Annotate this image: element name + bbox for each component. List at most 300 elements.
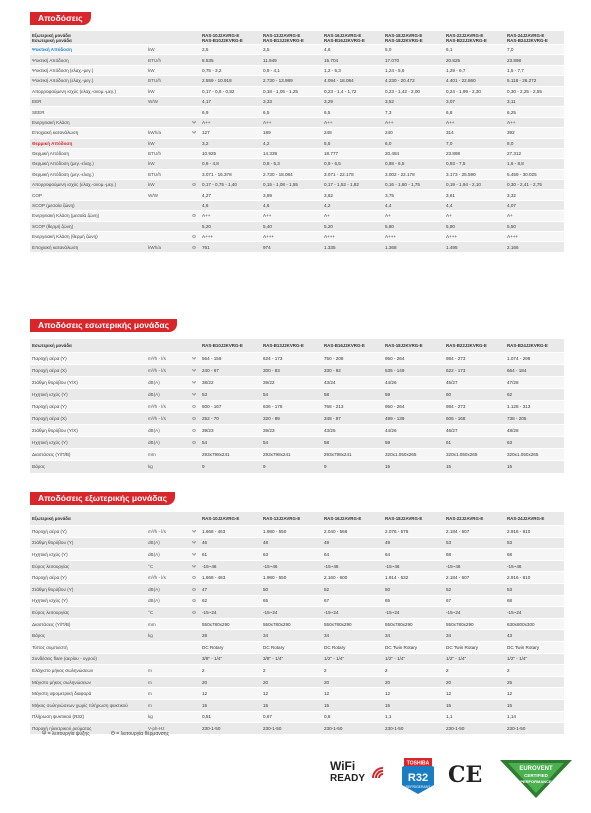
- row-unit: [146, 107, 188, 117]
- cell-value: 2: [444, 665, 505, 677]
- table-row: [30, 607, 564, 619]
- wifi-icon: [370, 762, 392, 784]
- row-label: Ψυκτική Απόδοση (ελαχ.-μεγ.): [30, 76, 146, 86]
- cell-value: 50: [383, 583, 444, 595]
- mode-symbol: Θ: [188, 242, 200, 252]
- cell-value: 58: [322, 389, 383, 401]
- header-line: RAS-B22J2KVRG-E: [446, 37, 487, 43]
- row-label: Ηχητική ισχύς (Υ): [30, 549, 146, 561]
- row-unit: dB(A): [146, 595, 188, 607]
- row-unit: [146, 211, 188, 221]
- cell-value: 20: [322, 676, 383, 688]
- cell-value: A++: [383, 117, 444, 127]
- cell-value: A+++: [200, 232, 261, 242]
- row-label: Βάρος: [30, 461, 146, 473]
- row-unit: BTU/h: [146, 55, 188, 65]
- header-blank: [146, 512, 188, 526]
- cell-value: 1/2" - 1/4": [383, 653, 444, 665]
- cell-value: 1,14: [505, 711, 564, 723]
- mode-symbol: [188, 723, 200, 735]
- mode-symbol: [188, 618, 200, 630]
- cell-value: 293x798x241: [200, 449, 261, 461]
- mode-symbol: [188, 699, 200, 711]
- cell-value: 3,61: [444, 190, 505, 200]
- cell-value: A+: [383, 211, 444, 221]
- cell-value: -15~46: [200, 560, 261, 572]
- cell-value: A++: [200, 211, 261, 221]
- header-blank: [188, 31, 200, 45]
- legend-cooling: Ψ = λειτουργία ψύξης: [42, 731, 90, 737]
- cell-value: 62: [505, 389, 564, 401]
- r32-sub-text: REFRIGERANT: [405, 785, 431, 789]
- mode-symbol: Θ: [188, 180, 200, 190]
- wifi-ready-text-2: READY: [330, 773, 366, 784]
- cell-value: 550x780x290: [261, 618, 322, 630]
- table-row: [30, 618, 564, 630]
- cell-value: 3,89: [261, 190, 322, 200]
- cell-value: 2,5: [200, 45, 261, 55]
- cell-value: 4,17: [200, 96, 261, 106]
- header-model: [261, 512, 322, 526]
- table-row: [30, 353, 564, 365]
- table-row: [30, 211, 564, 221]
- cell-value: 2.184 - 607: [444, 526, 505, 538]
- cell-value: 3,62: [322, 190, 383, 200]
- mode-symbol: Θ: [188, 401, 200, 413]
- table-row: [30, 711, 564, 723]
- row-unit: kW: [146, 138, 188, 148]
- table-row: [30, 526, 564, 538]
- cell-value: 68: [505, 549, 564, 561]
- cell-value: 622 - 173: [444, 365, 505, 377]
- cell-value: -15~46: [383, 560, 444, 572]
- cell-value: 20.484: [383, 148, 444, 158]
- cell-value: 4,27: [200, 190, 261, 200]
- cell-value: 1.914 - 532: [383, 572, 444, 584]
- cell-value: 8.535: [200, 55, 261, 65]
- cell-value: 53: [505, 583, 564, 595]
- cell-value: 34: [444, 630, 505, 642]
- table-row: [30, 148, 564, 158]
- cell-value: 4,2: [261, 138, 322, 148]
- cell-value: 2.916 - 810: [505, 572, 564, 584]
- cell-value: 0,67: [261, 711, 322, 723]
- cell-value: 14.339: [261, 148, 322, 158]
- cell-value: 54: [261, 437, 322, 449]
- header-line: RAS-10J2AVRG-E: [202, 516, 240, 521]
- cell-value: 2.184 - 607: [444, 572, 505, 584]
- cell-value: 0,75 - 3,2: [200, 65, 261, 75]
- cell-value: 39/22: [261, 377, 322, 389]
- mode-symbol: [188, 76, 200, 86]
- cell-value: 348 - 97: [322, 413, 383, 425]
- cell-value: 4,07: [505, 200, 564, 210]
- cell-value: 59: [383, 389, 444, 401]
- table-row: [30, 688, 564, 700]
- cell-value: 4,6: [200, 200, 261, 210]
- row-unit: kW: [146, 45, 188, 55]
- mode-symbol: [188, 138, 200, 148]
- mode-symbol: [188, 688, 200, 700]
- cell-value: 0,8 - 4,1: [261, 65, 322, 75]
- cell-value: -15~24: [383, 607, 444, 619]
- header-line: RAS-10J2AVRG-E: [202, 32, 240, 38]
- cell-value: 0,19 - 1,94 - 2,10: [444, 180, 505, 190]
- header-line: Εσωτερική μονάδα: [32, 343, 72, 348]
- header-model: [322, 339, 383, 353]
- cell-value: 46: [200, 537, 261, 549]
- header-model: [444, 512, 505, 526]
- ce-mark: CE: [448, 762, 483, 788]
- cell-value: 4.230 - 20.472: [383, 76, 444, 86]
- cell-value: 6,5: [322, 107, 383, 117]
- cell-value: 3,75: [383, 190, 444, 200]
- header-model: [383, 339, 444, 353]
- eurovent-text-3: PERFORMANCE: [520, 779, 552, 784]
- cell-value: DC Rotary: [200, 641, 261, 653]
- cell-value: 768 - 213: [322, 401, 383, 413]
- mode-symbol: [188, 449, 200, 461]
- cell-value: 39/23: [200, 425, 261, 437]
- cell-value: A+++: [261, 232, 322, 242]
- row-unit: m³/h - l/s: [146, 572, 188, 584]
- cell-value: 230-1-50: [505, 723, 564, 735]
- cell-value: 1.668 - 463: [200, 572, 261, 584]
- row-unit: kWh/a: [146, 128, 188, 138]
- mode-symbol: [188, 676, 200, 688]
- cell-value: 1,29 - 6,7: [444, 65, 505, 75]
- cell-value: 6,8: [444, 107, 505, 117]
- header-model: [200, 339, 261, 353]
- mode-symbol: [188, 665, 200, 677]
- header-line: RAS-22J2AVRG-E: [446, 516, 484, 521]
- r32-text: R32: [407, 772, 429, 784]
- mode-symbol: Θ: [188, 437, 200, 449]
- cell-value: 12: [200, 688, 261, 700]
- cell-value: 0,17 - 0,75 - 1,40: [200, 180, 261, 190]
- cell-value: 20: [444, 676, 505, 688]
- cell-value: 1.495: [444, 242, 505, 252]
- row-unit: BTU/h: [146, 76, 188, 86]
- row-label: Θερμική Απόδοση: [30, 138, 146, 148]
- cell-value: 761: [200, 242, 261, 252]
- cell-value: A+: [322, 211, 383, 221]
- cell-value: -15~24: [444, 607, 505, 619]
- row-unit: [146, 200, 188, 210]
- cell-value: 11.949: [261, 55, 322, 65]
- cell-value: -15~46: [505, 560, 564, 572]
- table-row: [30, 425, 564, 437]
- wifi-ready-logo: [330, 760, 390, 796]
- legend-heating: Θ = λειτουργία θέρμανσης: [111, 731, 169, 737]
- row-label: SEER: [30, 107, 146, 117]
- row-label: Πλήρωση ψυκτικού (R32): [30, 711, 146, 723]
- mode-symbol: Ψ: [188, 560, 200, 572]
- header-model: [505, 339, 564, 353]
- cell-value: 15: [505, 699, 564, 711]
- cell-value: 12: [322, 688, 383, 700]
- cell-value: 62: [200, 595, 261, 607]
- mode-symbol: [188, 65, 200, 75]
- row-label: Θερμική Απόδοση: [30, 148, 146, 158]
- cell-value: 59: [383, 437, 444, 449]
- mode-symbol: [188, 86, 200, 96]
- cell-value: 15: [383, 461, 444, 473]
- cell-value: A+: [505, 211, 564, 221]
- header-blank: [188, 512, 200, 526]
- cell-value: 320 - 89: [261, 413, 322, 425]
- table-row: [30, 242, 564, 252]
- cell-value: 6,25: [505, 107, 564, 117]
- cell-value: 750 - 208: [322, 353, 383, 365]
- cell-value: 2.916 - 810: [505, 526, 564, 538]
- table-row: [30, 389, 564, 401]
- row-label: Παροχή αέρα (Υ): [30, 401, 146, 413]
- cell-value: DC Rotary: [322, 641, 383, 653]
- row-label: Στάθμη θορύβου (Υ): [30, 583, 146, 595]
- mode-symbol: [188, 461, 200, 473]
- row-label: Ηχητική ισχύς (Υ): [30, 389, 146, 401]
- cell-value: 252 - 70: [200, 413, 261, 425]
- mode-symbol: [188, 107, 200, 117]
- cell-value: 127: [200, 128, 261, 138]
- table-row: [30, 583, 564, 595]
- cell-value: 1/2" - 1/4": [444, 653, 505, 665]
- table-row: [30, 699, 564, 711]
- table-row: [30, 86, 564, 96]
- cell-value: 293x798x241: [322, 449, 383, 461]
- cell-value: 20: [200, 676, 261, 688]
- wifi-ready-text-1: WiFi: [330, 759, 356, 773]
- mode-symbol: Θ: [188, 595, 200, 607]
- r32-top-text: TOSHIBA: [406, 760, 430, 767]
- table-row: [30, 665, 564, 677]
- cell-value: 0,9 - 6,5: [322, 159, 383, 169]
- row-unit: [146, 232, 188, 242]
- row-unit: W/W: [146, 96, 188, 106]
- mode-symbol: Ψ: [188, 549, 200, 561]
- cell-value: 2.166: [505, 242, 564, 252]
- table-row: [30, 549, 564, 561]
- row-unit: [146, 221, 188, 231]
- cell-value: A++: [261, 117, 322, 127]
- header-line: RAS-22J2AVRG-E: [446, 32, 484, 38]
- cell-value: 2.160 - 600: [322, 572, 383, 584]
- cell-value: 67: [444, 595, 505, 607]
- row-label: Θερμική Απόδοση (μεγ.-ελαχ.): [30, 159, 146, 169]
- row-unit: kW: [146, 159, 188, 169]
- cell-value: A+++: [383, 232, 444, 242]
- header-model: [505, 31, 564, 45]
- cell-value: 6,1: [444, 45, 505, 55]
- cell-value: 5.118 - 26.272: [505, 76, 564, 86]
- cell-value: 1.074 - 298: [505, 353, 564, 365]
- row-label: Βάρος: [30, 630, 146, 642]
- header-line: RAS-16J2AVRG-E: [324, 516, 362, 521]
- indoor-unit-table: [30, 338, 564, 473]
- cell-value: -15~24: [261, 607, 322, 619]
- row-unit: m³/h - l/s: [146, 353, 188, 365]
- row-unit: dB(A): [146, 549, 188, 561]
- row-label: Παροχή αέρα (Υ): [30, 572, 146, 584]
- cell-value: 0,17 - 0,6 - 0,82: [200, 86, 261, 96]
- row-unit: [146, 641, 188, 653]
- mode-symbol: [188, 169, 200, 179]
- cell-value: 606 - 168: [444, 413, 505, 425]
- cell-value: 44/26: [383, 425, 444, 437]
- cell-value: 1,2 - 5,3: [322, 65, 383, 75]
- cell-value: 65: [261, 595, 322, 607]
- mode-symbol: Ψ: [188, 537, 200, 549]
- table-row: [30, 377, 564, 389]
- row-unit: W/W: [146, 190, 188, 200]
- header-line: RAS-18J2KVRG-E: [385, 343, 423, 348]
- cell-value: 320x1.050x265: [383, 449, 444, 461]
- cell-value: 0,88 - 6,5: [383, 159, 444, 169]
- certification-logos: [330, 752, 575, 802]
- cell-value: 54: [261, 389, 322, 401]
- cell-value: 0,18 - 1,05 - 1,25: [261, 86, 322, 96]
- cell-value: 2: [383, 665, 444, 677]
- table-row: [30, 159, 564, 169]
- cell-value: 15: [444, 461, 505, 473]
- cell-value: 1.368: [383, 242, 444, 252]
- cell-value: 12: [505, 688, 564, 700]
- table-row: [30, 449, 564, 461]
- cell-value: 34: [322, 630, 383, 642]
- header-model: [322, 512, 383, 526]
- cell-value: 950 - 264: [383, 401, 444, 413]
- row-label: Εύρος λειτουργίας: [30, 607, 146, 619]
- cell-value: 15: [200, 699, 261, 711]
- row-label: Ψυκτική Απόδοση (ελαχ.-μεγ.): [30, 65, 146, 75]
- cell-value: 12: [444, 688, 505, 700]
- cell-value: 550x780x290: [322, 618, 383, 630]
- cell-value: 3,11: [505, 96, 564, 106]
- cell-value: 1,1: [444, 711, 505, 723]
- cell-value: 53: [444, 537, 505, 549]
- cell-value: 3.002 - 22.178: [383, 169, 444, 179]
- header-line: RAS-18J2AVRG-E: [385, 516, 423, 521]
- cell-value: 64: [322, 549, 383, 561]
- cell-value: 6,5: [261, 107, 322, 117]
- row-unit: mm: [146, 618, 188, 630]
- cell-value: 2.730 - 13.989: [261, 76, 322, 86]
- performance-table: [30, 30, 564, 252]
- cell-value: 12: [383, 688, 444, 700]
- cell-value: A+++: [505, 232, 564, 242]
- mode-symbol: Ψ: [188, 365, 200, 377]
- cell-value: 0,30 - 2,25 - 2,55: [505, 86, 564, 96]
- table-row: [30, 595, 564, 607]
- row-unit: mm: [146, 449, 188, 461]
- row-unit: BTU/h: [146, 148, 188, 158]
- cell-value: 2: [261, 665, 322, 677]
- r32-logo: [400, 756, 436, 796]
- cell-value: 550x780x290: [200, 618, 261, 630]
- cell-value: 0,51: [200, 711, 261, 723]
- cell-value: 2: [200, 665, 261, 677]
- cell-value: 43/24: [322, 377, 383, 389]
- cell-value: -15~24: [505, 607, 564, 619]
- cell-value: 7,3: [383, 107, 444, 117]
- cell-value: 189: [261, 128, 322, 138]
- cell-value: 240: [383, 128, 444, 138]
- cell-value: 68: [444, 549, 505, 561]
- eurovent-logo: [498, 756, 574, 800]
- cell-value: 25: [505, 676, 564, 688]
- cell-value: 68: [505, 595, 564, 607]
- mode-symbol: Θ: [188, 211, 200, 221]
- table-header-row: [30, 339, 564, 353]
- cell-value: 950 - 264: [383, 353, 444, 365]
- header-line: Εξωτερική μονάδα: [32, 516, 71, 521]
- cell-value: 6,9: [200, 107, 261, 117]
- cell-value: 5,20: [322, 221, 383, 231]
- mode-symbol: [188, 221, 200, 231]
- header-line: RAS-13J2AVRG-E: [263, 516, 301, 521]
- table-row: [30, 180, 564, 190]
- row-label: Παροχή αέρα (Χ): [30, 365, 146, 377]
- table-row: [30, 572, 564, 584]
- cell-value: 664 - 184: [505, 365, 564, 377]
- cell-value: 67: [322, 595, 383, 607]
- section-title-performance: Αποδόσεις: [30, 12, 91, 25]
- cell-value: -15~46: [444, 560, 505, 572]
- row-unit: kWh/a: [146, 242, 188, 252]
- cell-value: 5,20: [200, 221, 261, 231]
- header-model: [261, 339, 322, 353]
- cell-value: 240 - 67: [200, 365, 261, 377]
- cell-value: 64: [383, 549, 444, 561]
- row-label: Μήκος σωληνώσεων χωρίς πλήρωση ψυκτικού: [30, 699, 146, 711]
- header-model: [383, 31, 444, 45]
- row-label: Ηχητική ισχύς (Υ): [30, 595, 146, 607]
- cell-value: -15~24: [322, 607, 383, 619]
- cell-value: 3,07: [444, 96, 505, 106]
- cell-value: DC Twin Rotary: [505, 641, 564, 653]
- row-unit: dB(A): [146, 437, 188, 449]
- cell-value: 1,1: [383, 711, 444, 723]
- row-unit: m³/h - l/s: [146, 526, 188, 538]
- row-label: Συνδέσεις flare (αερίου - υγρού): [30, 653, 146, 665]
- cell-value: 1.980 - 550: [261, 526, 322, 538]
- cell-value: 3,33: [261, 96, 322, 106]
- mode-symbol: Θ: [188, 572, 200, 584]
- row-unit: kW: [146, 86, 188, 96]
- row-label: Απορροφούμενη ισχύς (ελαχ.-ονομ.-μεγ.): [30, 86, 146, 96]
- row-unit: kg: [146, 630, 188, 642]
- row-label: Παροχή αέρα (Υ): [30, 353, 146, 365]
- header-line: RAS-B13J2KVRG-E: [263, 343, 304, 348]
- header-line: RAS-13J2AVRG-E: [263, 32, 301, 38]
- header-line: Εσωτερική μονάδα: [32, 37, 72, 43]
- row-label: Στάθμη θορύβου (Υ/Χ): [30, 425, 146, 437]
- header-line: RAS-B10J2KVRG-E: [202, 37, 243, 43]
- row-unit: [146, 117, 188, 127]
- cell-value: 3,5: [261, 45, 322, 55]
- row-label: Ψυκτική Απόδοση: [30, 55, 146, 65]
- cell-value: 39/23: [261, 425, 322, 437]
- row-label: Θερμική Απόδοση (μεγ.-ελαχ.): [30, 169, 146, 179]
- table-row: [30, 45, 564, 55]
- cell-value: 600 - 167: [200, 401, 261, 413]
- table-row: [30, 190, 564, 200]
- header-model: [261, 31, 322, 45]
- cell-value: 0,23 - 1,42 - 2,00: [383, 86, 444, 96]
- cell-value: 0,8: [322, 711, 383, 723]
- mode-symbol: Ψ: [188, 377, 200, 389]
